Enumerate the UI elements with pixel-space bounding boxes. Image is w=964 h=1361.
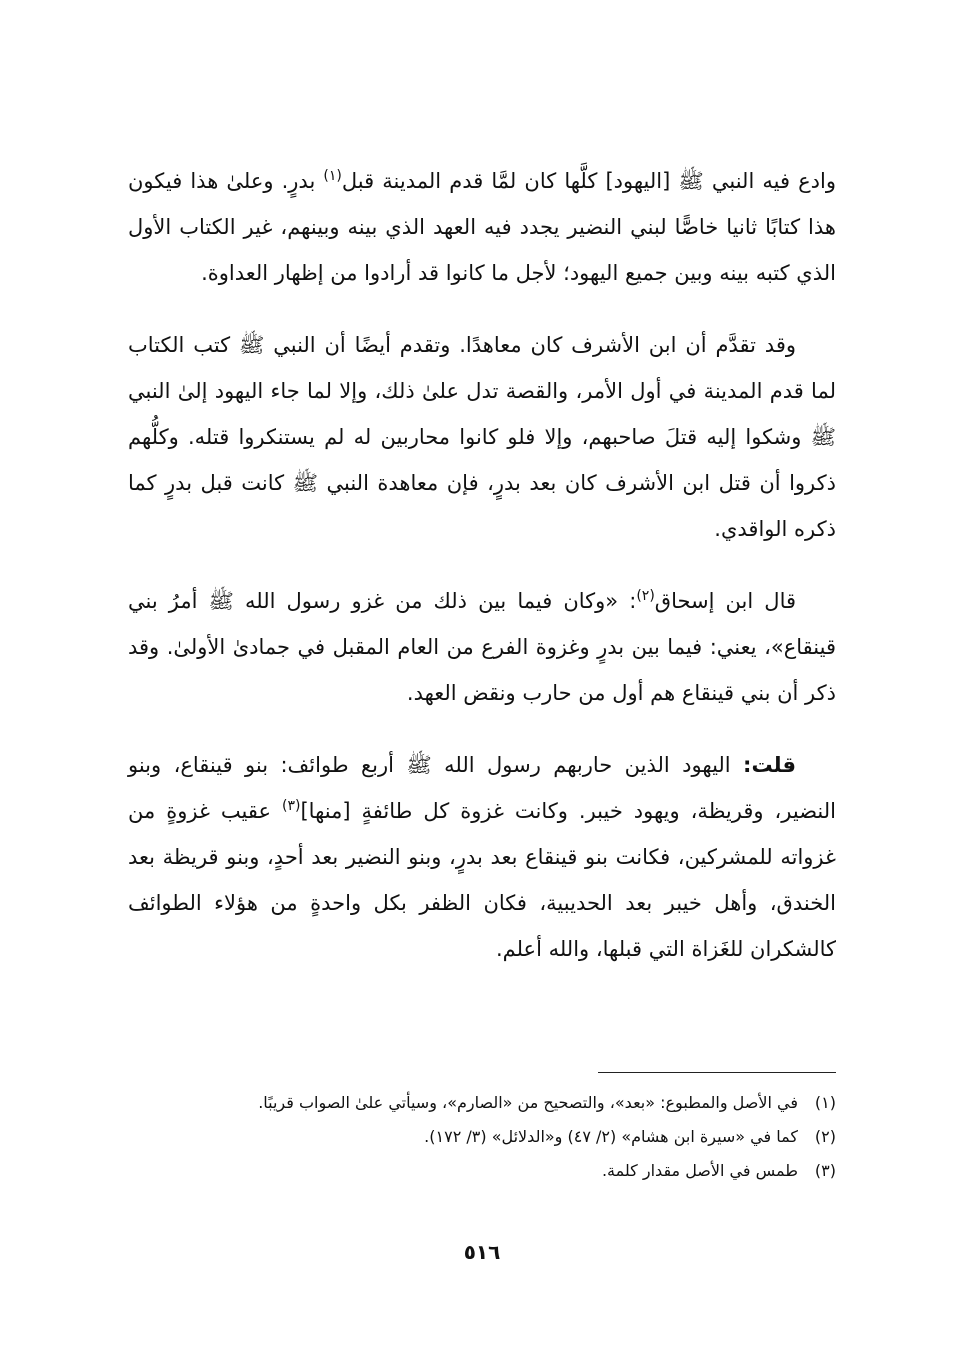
footnotes: [128, 1086, 836, 1188]
footnote-ref-1[interactable]: (١): [323, 168, 342, 184]
paragraph-3-text-a: قال ابن إسحاق: [654, 589, 797, 613]
paragraph-4-lead: قلت:: [743, 753, 796, 777]
footnote-divider: [598, 1072, 836, 1073]
footnote-2-text: كما في «سيرة ابن هشام» (٢/ ٤٧) و«الدلائل» (٣/ ١٧٢).: [424, 1127, 798, 1146]
page-number: ٥١٦: [463, 1240, 501, 1264]
footnote-3-number: (٣): [814, 1161, 836, 1180]
paragraph-3: [128, 578, 836, 716]
footnote-1-number: (١): [814, 1093, 836, 1112]
footnote-2: [128, 1120, 836, 1154]
main-text: [128, 158, 836, 998]
footnote-2-number: (٢): [814, 1127, 836, 1146]
footnote-ref-2[interactable]: (٢): [636, 588, 655, 604]
footnote-ref-3[interactable]: (٣): [282, 798, 301, 814]
paragraph-4-text-b: عقيب غزوةٍ من غزواته للمشركين، فكانت بنو قينقاع بعد بدرٍ، وبنو النضير بعد أحدٍ، وبنو قريظة بعد الخندق، وأهل خيبر بعد الحديبية، فكان الظفر بكل واحدةٍ من هؤلاء الطوائف كالشكران للغَزاة التي قبلها، والله أعلم.: [128, 799, 836, 961]
footnote-3: [128, 1154, 836, 1188]
paragraph-4-text-a: اليهود الذين حاربهم رسول الله ﷺ أربع طوائف: بنو قينقاع، وبنو النضير، وقريظة، ويهود خيبر. وكانت غزوة كل طائفةٍ [منها]: [128, 753, 836, 823]
paragraph-1-text-b: بدرٍ. وعلىٰ هذا فيكون هذا كتابًا ثانيا خاصًّا لبني النضير يجدد فيه العهد الذي بينه وبينهم، غير الكتاب الأول الذي كتبه بينه وبين جميع اليهود؛ لأجل ما كانوا قد أرادوا من إظهار العداوة.: [128, 169, 836, 285]
paragraph-1: [128, 158, 836, 296]
paragraph-4: [128, 742, 836, 972]
paragraph-3-text-b: : «وكان فيما بين ذلك من غزو رسول الله ﷺ أمرُ بني قينقاع»، يعني: فيما بين بدرٍ وغزوة الفرع من العام المقبل في جمادىٰ الأولىٰ. وقد ذكر أن بني قينقاع هم أول من حارب ونقض العهد.: [128, 589, 836, 705]
footnote-1: [128, 1086, 836, 1120]
paragraph-2: [128, 322, 836, 552]
footnote-1-text: في الأصل والمطبوع: «بعد»، والتصحيح من «الصارم»، وسيأتي علىٰ الصواب قريبًا.: [258, 1093, 798, 1112]
paragraph-1-text-a: وادع فيه النبي ﷺ [اليهود] كلَّها كان لمَّا قدم المدينة قبل: [341, 169, 836, 193]
footnote-3-text: طمس في الأصل مقدار كلمة.: [601, 1161, 798, 1180]
paragraph-2-text: وقد تقدَّم أن ابن الأشرف كان معاهدًا. وتقدم أيضًا أن النبي ﷺ كتب الكتاب لما قدم المدينة في أول الأمر، والقصة تدل علىٰ ذلك، وإلا لما جاء اليهود إلىٰ النبي ﷺ وشكوا إليه قتلَ صاحبهم، وإلا فلو كانوا محاربين له لم يستنكروا قتله. وكلُّهم ذكروا أن قتل ابن الأشرف كان بعد بدرٍ، فإن معاهدة النبي ﷺ كانت قبل بدرٍ كما ذكره الواقدي.: [128, 333, 836, 541]
